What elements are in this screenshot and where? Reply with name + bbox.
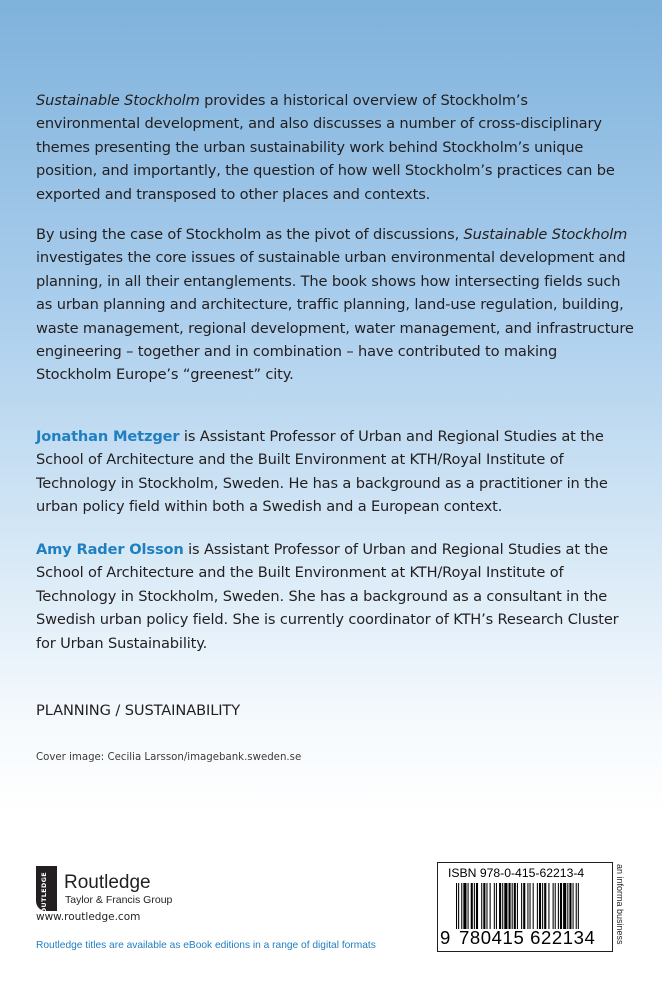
barcode-bar xyxy=(486,883,487,929)
subject-category: PLANNING / SUSTAINABILITY xyxy=(36,702,241,719)
barcode-bar xyxy=(504,883,507,929)
barcode-bar xyxy=(558,883,559,929)
ebook-note: Routledge titles are available as eBook editions in a range of digital formats xyxy=(36,940,376,951)
barcode-digit-groups: 780415 622134 xyxy=(459,927,596,948)
barcode-bar xyxy=(578,883,579,929)
publisher-website: www.routledge.com xyxy=(36,911,141,923)
blurb-text: By using the case of Stockholm as the pivot of discussions, xyxy=(36,226,464,243)
cover-image-credit: Cover image: Cecilia Larsson/imagebank.sweden.se xyxy=(36,752,302,763)
barcode-bar xyxy=(461,883,462,929)
blurb-paragraph-1 xyxy=(36,89,636,206)
barcode-bar xyxy=(471,883,473,929)
isbn-barcode xyxy=(437,862,613,952)
barcode-bar xyxy=(476,883,478,929)
blurb-paragraph-2 xyxy=(36,223,636,387)
author-name: Jonathan Metzger xyxy=(36,428,180,445)
barcode-bar xyxy=(494,883,495,929)
barcode-bar xyxy=(463,883,466,929)
barcode-bar xyxy=(517,883,518,929)
barcode-bar xyxy=(474,883,475,929)
barcode-bar xyxy=(527,883,528,929)
barcode-bar xyxy=(483,883,485,929)
barcode-bar xyxy=(563,883,566,929)
publisher-group: Taylor & Francis Group xyxy=(65,894,173,906)
routledge-logo-mark xyxy=(36,866,57,919)
barcode-bar xyxy=(499,883,501,929)
barcode-bar xyxy=(553,883,554,929)
barcode-bar xyxy=(537,883,538,929)
barcode-bar xyxy=(523,883,525,929)
barcode-bar xyxy=(512,883,513,929)
barcode-bar xyxy=(542,883,543,929)
barcode-bar xyxy=(481,883,482,929)
blurb-text: provides a historical overview of Stockholm’s environmental development, and also discusses a number of cross-disciplinary themes presenting the urban sustainability work behind Stockholm’s unique position, and importantly, the question of how well Stockholm’s practices can be exported and transposed to other places and contexts. xyxy=(36,92,615,203)
barcode-bar xyxy=(514,883,516,929)
barcode-bar xyxy=(509,883,511,929)
barcode-bar xyxy=(569,883,571,929)
barcode-bar xyxy=(560,883,562,929)
isbn-text: ISBN 978-0-415-62213-4 xyxy=(448,866,585,880)
barcode-bar xyxy=(502,883,503,929)
barcode-bar xyxy=(533,883,534,929)
barcode-bar xyxy=(573,883,574,929)
barcode-bar xyxy=(567,883,568,929)
author-bio-text: is Assistant Professor of Urban and Regional Studies at the School of Architecture and the Built Environment at KTH/Royal Institute of Technology in Stockholm, Sweden. He has a background as a practitioner in the urban policy field within both a Swedish and a European context. xyxy=(36,428,608,516)
barcode-bar xyxy=(468,883,469,929)
author-bio-text: is Assistant Professor of Urban and Regional Studies at the School of Architecture and the Built Environment at KTH/Royal Institute of Technology in Stockholm, Sweden. She has a background as a consultant in the Swedish urban policy field. She is currently coordinator of KTH’s Research Cluster for Urban Sustainability. xyxy=(36,541,619,652)
author-bio-2 xyxy=(36,538,636,655)
barcode-bars xyxy=(446,883,606,929)
barcode-bar xyxy=(456,883,457,929)
blurb-text: investigates the core issues of sustainable urban environmental development and planning, in all their entanglements. The book shows how intersecting fields such as urban planning and architecture, traffic planning, land-use regulation, building, waste management, regional development, water management, and infrastructure engineering – together and in combination – have contributed to making Stockholm Europe’s “greenest” city. xyxy=(36,249,634,384)
barcode-bar xyxy=(496,883,497,929)
logo-mark-text: ROUTLEDGE xyxy=(40,872,48,919)
barcode-bar xyxy=(544,883,546,929)
barcode-bar xyxy=(530,883,531,929)
barcode-lead-digit: 9 xyxy=(440,927,451,948)
book-title: Sustainable Stockholm xyxy=(463,226,628,243)
author-bio-1 xyxy=(36,425,636,519)
barcode-bar xyxy=(521,883,522,929)
barcode-bar xyxy=(555,883,556,929)
book-title: Sustainable Stockholm xyxy=(36,92,200,109)
barcode-bar xyxy=(539,883,541,929)
barcode-bar xyxy=(548,883,549,929)
barcode-bar xyxy=(490,883,491,929)
barcode-bar xyxy=(458,883,459,929)
author-name: Amy Rader Olsson xyxy=(36,541,184,558)
publisher-name: Routledge xyxy=(64,872,151,893)
barcode-bar xyxy=(576,883,577,929)
informa-business-note: an informa business xyxy=(615,864,625,945)
